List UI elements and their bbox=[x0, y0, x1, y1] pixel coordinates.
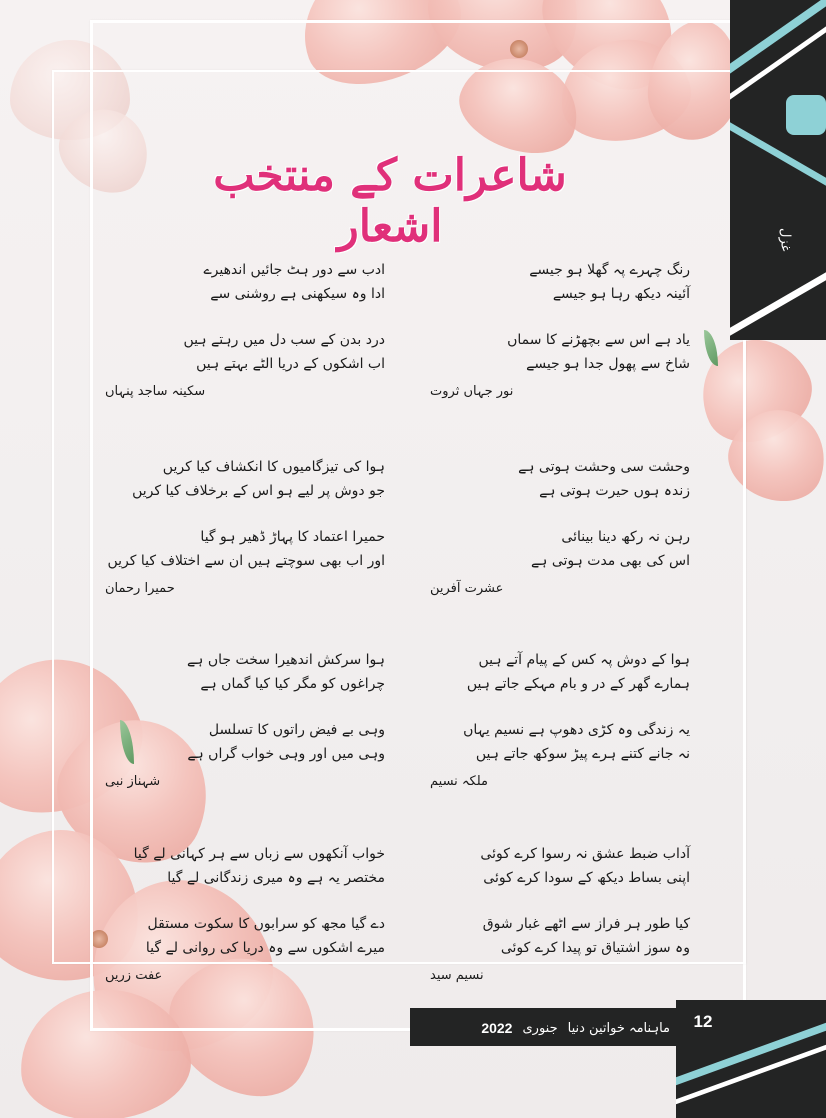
poem-block bbox=[105, 455, 385, 599]
verse-line: یہ زندگی وہ کڑی دھوپ ہے نسیم یہاں bbox=[463, 722, 690, 738]
poet-name: ملکہ نسیم bbox=[430, 774, 488, 789]
issue-year: 2022 bbox=[481, 1020, 513, 1036]
poet-name: عفت زریں bbox=[105, 968, 163, 983]
poet-name: شہناز نبی bbox=[105, 774, 161, 789]
verse-line: ہوا سرکش اندھیرا سخت جاں ہے bbox=[186, 652, 385, 668]
page-title: شاعرات کے منتخب اشعار bbox=[213, 150, 567, 252]
poem-block bbox=[105, 842, 385, 986]
verse-line: خواب آنکھوں سے زباں سے ہر کہانی لے گیا bbox=[133, 846, 385, 862]
verse-line: مختصر یہ ہے وہ میری زندگانی لے گیا bbox=[167, 870, 385, 886]
verse-line: ہوا کی تیزگامیوں کا انکشاف کیا کریں bbox=[162, 459, 385, 475]
verse-line: شاخ سے پھول جدا ہو جیسے bbox=[526, 356, 690, 372]
poem-block bbox=[430, 842, 690, 986]
verse-line: وہ سوز اشتیاق تو پیدا کرے کوئی bbox=[500, 940, 690, 956]
footer-info bbox=[430, 1016, 670, 1040]
verse-line: ہمارے گھر کے در و بام مہکے جاتے ہیں bbox=[466, 676, 690, 692]
verse-line: آداب ضبط عشق نہ رسوا کرے کوئی bbox=[480, 846, 690, 862]
verse-line: اور اب بھی سوچتے ہیں ان سے اختلاف کیا کریں bbox=[107, 553, 385, 569]
verse-line: ہوا کے دوش پہ کس کے پیام آتے ہیں bbox=[478, 652, 690, 668]
verse-line: رہن نہ رکھ دینا بینائی bbox=[561, 529, 690, 545]
verse-line: رنگ چہرے پہ گھلا ہو جیسے bbox=[529, 262, 690, 278]
verse-line: آئینہ دیکھ رہا ہو جیسے bbox=[552, 286, 690, 302]
band-stripe bbox=[786, 95, 826, 135]
verse-line: درد بدن کے سب دل میں رہتے ہیں bbox=[183, 332, 385, 348]
verse-line: کیا طور ہر فراز سے اٹھے غبار شوق bbox=[482, 916, 690, 932]
verse-line: حمیرا اعتماد کا پہاڑ ڈھیر ہو گیا bbox=[200, 529, 385, 545]
poem-block bbox=[430, 455, 690, 599]
verse-line: وہی بے فیض راتوں کا تسلسل bbox=[208, 722, 385, 738]
poet-name: نور جہاں ثروت bbox=[430, 384, 514, 399]
verse-line: ادا وہ سیکھنی ہے روشنی سے bbox=[210, 286, 385, 302]
verse-line: اب اشکوں کے دریا الٹے بہتے ہیں bbox=[196, 356, 385, 372]
magazine-name: ماہنامہ خواتین دنیا bbox=[567, 1020, 670, 1036]
poem-block bbox=[105, 258, 385, 402]
verse-line: یاد ہے اس سے بچھڑنے کا سماں bbox=[507, 332, 690, 348]
poet-name: سکینہ ساجد پنہاں bbox=[105, 384, 206, 399]
verse-line: وہی میں اور وہی خواب گراں ہے bbox=[187, 746, 385, 762]
verse-line: میرے اشکوں سے وہ دریا کی روانی لے گیا bbox=[145, 940, 385, 956]
verse-line: اپنی بساط دیکھ کے سودا کرے کوئی bbox=[483, 870, 690, 886]
poem-block bbox=[105, 648, 385, 792]
issue-month: جنوری bbox=[522, 1020, 558, 1036]
verse-line: ادب سے دور ہٹ جائیں اندھیرے bbox=[203, 262, 385, 278]
verse-line: جو دوش پر لیے ہو اس کے برخلاف کیا کریں bbox=[132, 483, 385, 499]
verse-line: دے گیا مجھ کو سرابوں کا سکوت مستقل bbox=[147, 916, 385, 932]
verse-line: اس کی بھی مدت ہوتی ہے bbox=[530, 553, 690, 569]
poet-name: نسیم سید bbox=[430, 968, 484, 983]
page-number: 12 bbox=[693, 1012, 713, 1031]
poem-block bbox=[430, 648, 690, 792]
poem-block bbox=[430, 258, 690, 402]
verse-line: چراغوں کو مگر کیا کیا گماں ہے bbox=[200, 676, 385, 692]
verse-line: وحشت سی وحشت ہوتی ہے bbox=[518, 459, 690, 475]
poet-name: عشرت آفرین bbox=[430, 581, 504, 596]
poet-name: حمیرا رحمان bbox=[105, 581, 175, 596]
verse-line: زندہ ہوں حیرت ہوتی ہے bbox=[539, 483, 690, 499]
verse-line: نہ جانے کتنے ہرے پیڑ سوکھ جاتے ہیں bbox=[475, 746, 690, 762]
section-label: غزل bbox=[777, 228, 793, 252]
